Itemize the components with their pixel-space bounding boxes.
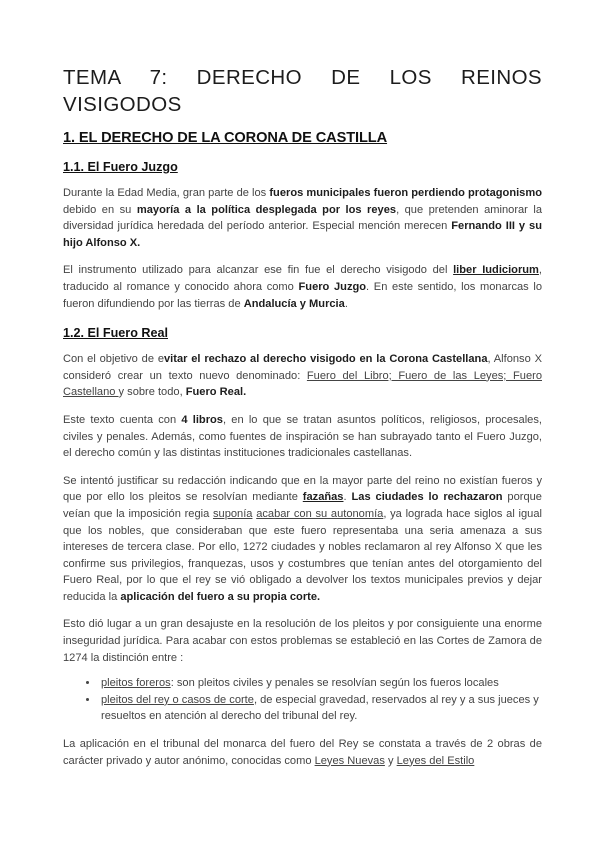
document-title: [63, 64, 542, 118]
section-heading-castilla: 1. EL DERECHO DE LA CORONA DE CASTILLA: [63, 130, 388, 146]
paragraph-fuero-real-5: La aplicación en el tribunal del monarca del fuero del Rey se constata a través de 2 obras de carácter privado y autor anónimo, conocidas como Leyes Nuevas y Leyes del Estilo: [63, 738, 542, 767]
subsection-heading-fuero-juzgo: 1.1. El Fuero Juzgo: [63, 160, 178, 174]
subsection-heading-fuero-real: 1.2. El Fuero Real: [63, 326, 168, 341]
list-item: • pleitos foreros: son pleitos civiles y penales se resolvían según los fueros locales: [99, 675, 542, 692]
paragraph-fuero-real-4: Esto dió lugar a un gran desajuste en la resolución de los pleitos y por consiguiente una enorme inseguridad jurídica. Para acabar con estos problemas se estableció en las Cortes de Zamora de 1274 la distinción entre :: [63, 618, 542, 664]
title-line-2: VISIGODOS: [63, 93, 182, 116]
term-fazanas: fazañas: [302, 491, 344, 504]
list-item: • pleitos del rey o casos de corte, de especial gravedad, reservados al rey y a sus jueces y resueltos en atención al derecho del tribunal del rey.: [99, 692, 542, 725]
paragraph-fuero-juzgo-2: El instrumento utilizado para alcanzar ese fin fue el derecho visigodo del liber Iudiciorum, traducido al romance y conocido ahora como Fuero Juzgo. En este sentido, los monarcas lo fueron difundiendo por las tierras de Andalucía y Murcia.: [63, 264, 543, 310]
term-liber-iudiciorum: liber Iudiciorum: [453, 264, 539, 277]
paragraph-fuero-real-2: Este texto cuenta con 4 libros, en lo que se tratan asuntos políticos, religiosos, procesales, civiles y penales. Además, como fuentes de inspiración se han subrayado tanto el Fuero Juzgo, el derecho común y las distintas instituciones tradicionales castellanas.: [63, 413, 542, 460]
term-fuero-names: Fuero del Libro; Fuero de las Leyes; Fuero Castellano: [63, 369, 542, 399]
paragraph-fuero-real-3: Se intentó justificar su redacción indicando que en la mayor parte del reino no existían fueros y que por ello los pleitos se resolvían mediante fazañas. Las ciudades lo rechazaron porque veían que la imposición regia suponía acabar con su autonomía, ya lograda hace siglos al igual que los nobles, que consideraban que este fuero representaba una seria amenaza a sus intereses de tercera clase. Por ello, 1272 ciudades y nobles reclamaron al rey Alfonso X que les confirme sus privilegios, franquezas, usos y costumbres que tenían antes del otorgamiento del Fuero Real, por lo que el rey se vió obligado a devolver los textos municipales previos y dejar reducida la aplicación del fuero a su propia corte.: [63, 474, 542, 603]
title-line-1: TEMA 7: DERECHO DE LOS REINOS: [63, 66, 542, 89]
paragraph-fuero-real-1: Con el objetivo de evitar el rechazo al derecho visigodo en la Corona Castellana, Alfonso X consideró crear un texto nuevo denominado: Fuero del Libro; Fuero de las Leyes; Fuero Castellano y sobre todo, Fuero Real.: [63, 353, 542, 399]
paragraph-fuero-juzgo-1: Durante la Edad Media, gran parte de los fueros municipales fueron perdiendo protagonismo debido en su mayoría a la política desplegada por los reyes, que pretenden aminorar la diversidad jurídica heredada del período anterior. Especial mención merecen Fernando III y su hijo Alfonso X.: [63, 187, 542, 249]
pleitos-list: [63, 675, 542, 725]
